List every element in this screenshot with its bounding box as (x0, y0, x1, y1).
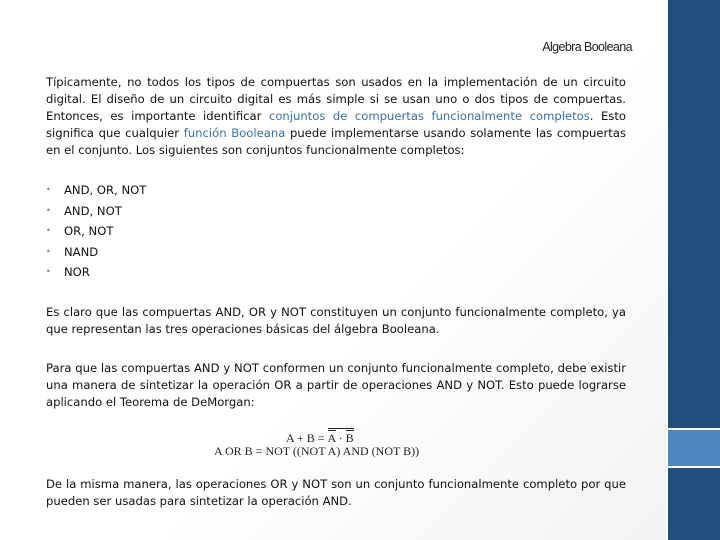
paragraph-3 (46, 360, 626, 411)
sidebar-bar-bottom (668, 468, 720, 540)
formula-negated-product: A · B (328, 428, 354, 446)
formula-line-2: A OR B = NOT ((NOT A) AND (NOT B)) (214, 444, 420, 458)
paragraph-2 (46, 304, 626, 338)
paragraph-4 (46, 476, 626, 510)
sidebar-bar-top (668, 0, 720, 428)
bullet-list (46, 180, 626, 283)
paragraph-4-text: De la misma manera, las operaciones OR y NOT son un conjunto funcionalmente completo por que pueden ser usadas para sintetizar la operación AND. (46, 477, 626, 508)
slide-title: Algebra Booleana (542, 40, 632, 54)
intro-text-2: . Esto significa que cualquier (46, 109, 626, 140)
list-item: • OR, NOT (46, 221, 626, 242)
list-item: • NOR (46, 262, 626, 283)
intro-text-3: puede implementarse usando solamente las compuertas en el conjunto. Los siguientes son conjuntos funcionalmente completos: (46, 126, 626, 157)
link-functionally-complete-sets[interactable]: conjuntos de compuertas funcionalmente completos (268, 109, 590, 123)
paragraph-2-text: Es claro que las compuertas AND, OR y NOT constituyen un conjunto funcionalmente completo, ya que representan las tres operaciones básicas del álgebra Booleana. (46, 305, 626, 336)
list-item: • NAND (46, 242, 626, 263)
sidebar-decoration (666, 0, 720, 540)
intro-paragraph (46, 74, 626, 159)
demorgan-formula (214, 426, 444, 462)
sidebar-bar-accent (668, 430, 720, 466)
intro-text-1: Típicamente, no todos los tipos de compuertas son usados en la implementación de un circuito digital. El diseño de un circuito digital es más simple si se usan uno o dos tipos de compuertas. Entonces, es importante identificar (46, 75, 626, 123)
formula-line-1: A + B = A · B (286, 428, 354, 446)
list-item: • AND, OR, NOT (46, 180, 626, 201)
paragraph-3-text: Para que las compuertas AND y NOT conformen un conjunto funcionalmente completo, debe existir una manera de sintetizar la operación OR a partir de operaciones AND y NOT. Esto puede lograrse aplicando el Teorema de DeMorgan: (46, 361, 626, 409)
link-boolean-function[interactable]: función Booleana (183, 126, 286, 140)
list-item: • AND, NOT (46, 201, 626, 222)
